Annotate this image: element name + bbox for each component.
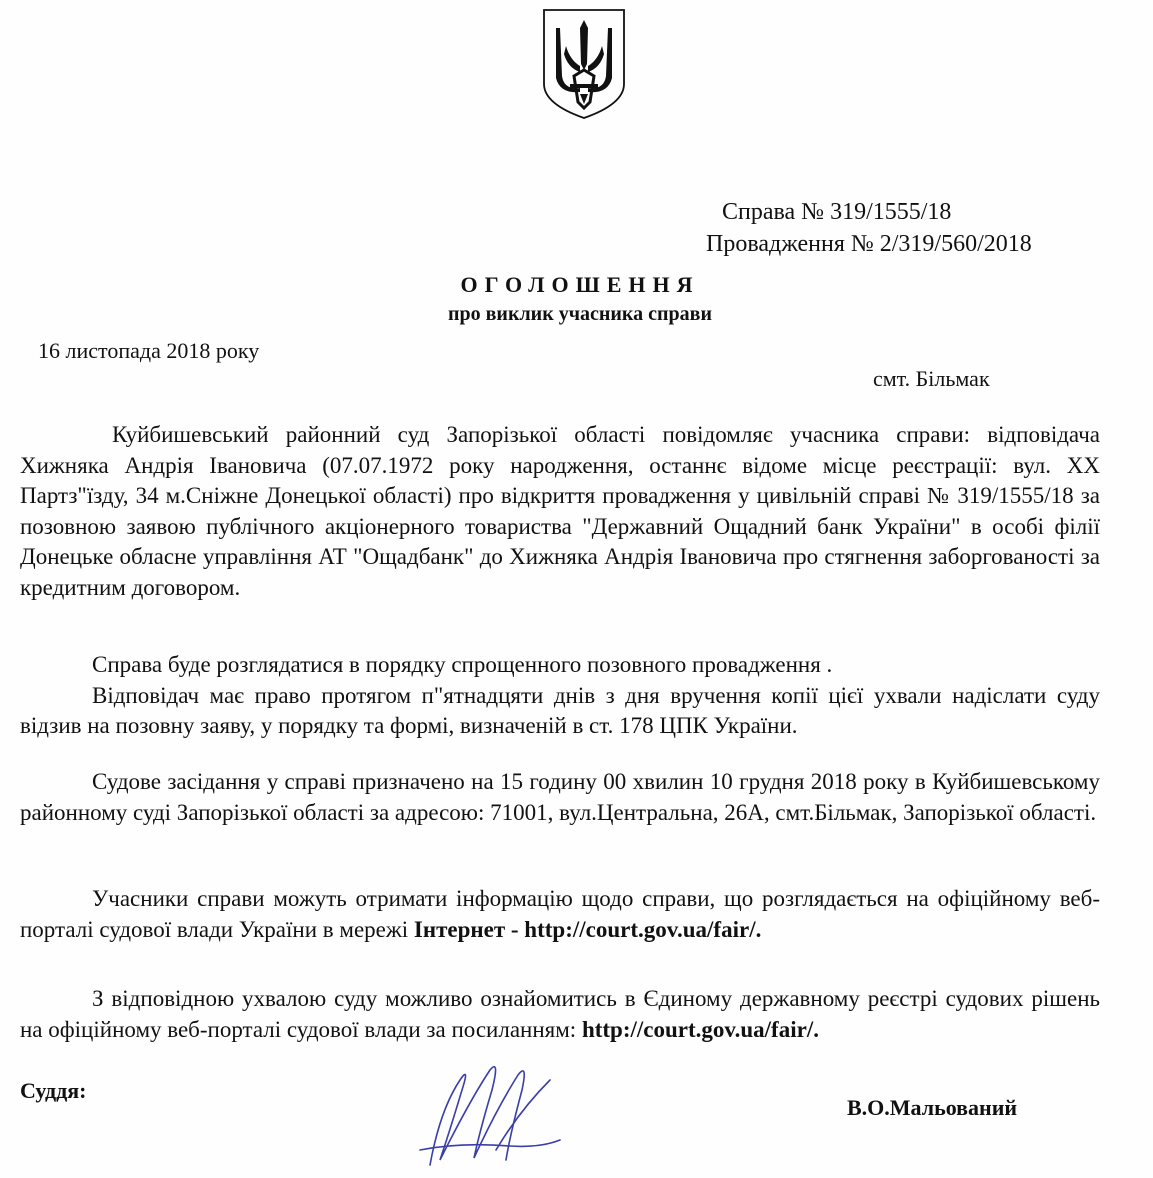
announcement-subtitle: про виклик учасника справи [447, 303, 713, 325]
announcement-title-block [300, 270, 860, 328]
case-info [706, 196, 1032, 260]
judge-name: В.О.Мальований [847, 1095, 1018, 1120]
announcement-title: ОГОЛОШЕННЯ [460, 272, 700, 297]
paragraph-procedure-type: Справа буде розглядатися в порядку спрощенного позовного провадження . [92, 652, 833, 677]
paragraph-defendant-rights: Відповідач має право протягом п"ятнадцяти днів з дня вручення копії цієї ухвали надіслати суду відзив на позовну заяву, у порядку та формі, визначеній в ст. 178 ЦПК України. [20, 682, 1100, 738]
paragraph-procedure [20, 650, 1100, 742]
judge-label: Суддя: [20, 1078, 87, 1103]
paragraph-notice-text: Куйбишевський районний суд Запорізької області повідомляє учасника справи: відповідача Хижняка Андрія Івановича (07.07.1972 року народження, останнє відоме місце реєстрації: вул. XX Партз"їзду, 34 м.Сніжне Донецької області) про відкриття провадження у цивільній справі № 319/1555/18 за позовною заявою публічного акціонерного товариства "Державний Ощадний банк України" в особі філії Донецьке обласне управління АТ "Ощадбанк" до Хижняка Андрія Івановича про стягнення заборгованості за кредитним договором. [20, 422, 1100, 600]
paragraph-registry-text: З відповідною ухвалою суду можливо ознайомитись в Єдиному державному реєстрі судових рішень на офіційному веб-порталі судової влади за посиланням: [20, 986, 1100, 1042]
paragraph-registry [20, 984, 1100, 1045]
signature-icon [400, 1050, 580, 1170]
paragraph-info-portal [20, 884, 1100, 945]
document-date: 16 листопада 2018 року [38, 338, 260, 363]
document-place: смт. Більмак [873, 366, 990, 391]
paragraph-hearing-text: Судове засідання у справі призначено на 15 годину 00 хвилин 10 грудня 2018 року в Куйбишевському районному суді Запорізької області за адресою: 71001, вул.Центральна, 26А, смт.Більмак, Запорізької області. [20, 769, 1100, 825]
paragraph-info-portal-text: Учасники справи можуть отримати інформацію щодо справи, що розглядається на офіційному веб-порталі судової влади України в мережі [20, 886, 1100, 942]
registry-link[interactable]: http://court.gov.ua/fair/. [581, 1016, 819, 1042]
paragraph-hearing [20, 767, 1100, 828]
coat-of-arms-icon [540, 6, 628, 122]
proceeding-number: Провадження № 2/319/560/2018 [706, 231, 1032, 257]
case-number: Справа № 319/1555/18 [722, 199, 952, 225]
paragraph-notice [20, 420, 1100, 603]
court-portal-link[interactable]: Інтернет - http://court.gov.ua/fair/. [413, 916, 762, 942]
